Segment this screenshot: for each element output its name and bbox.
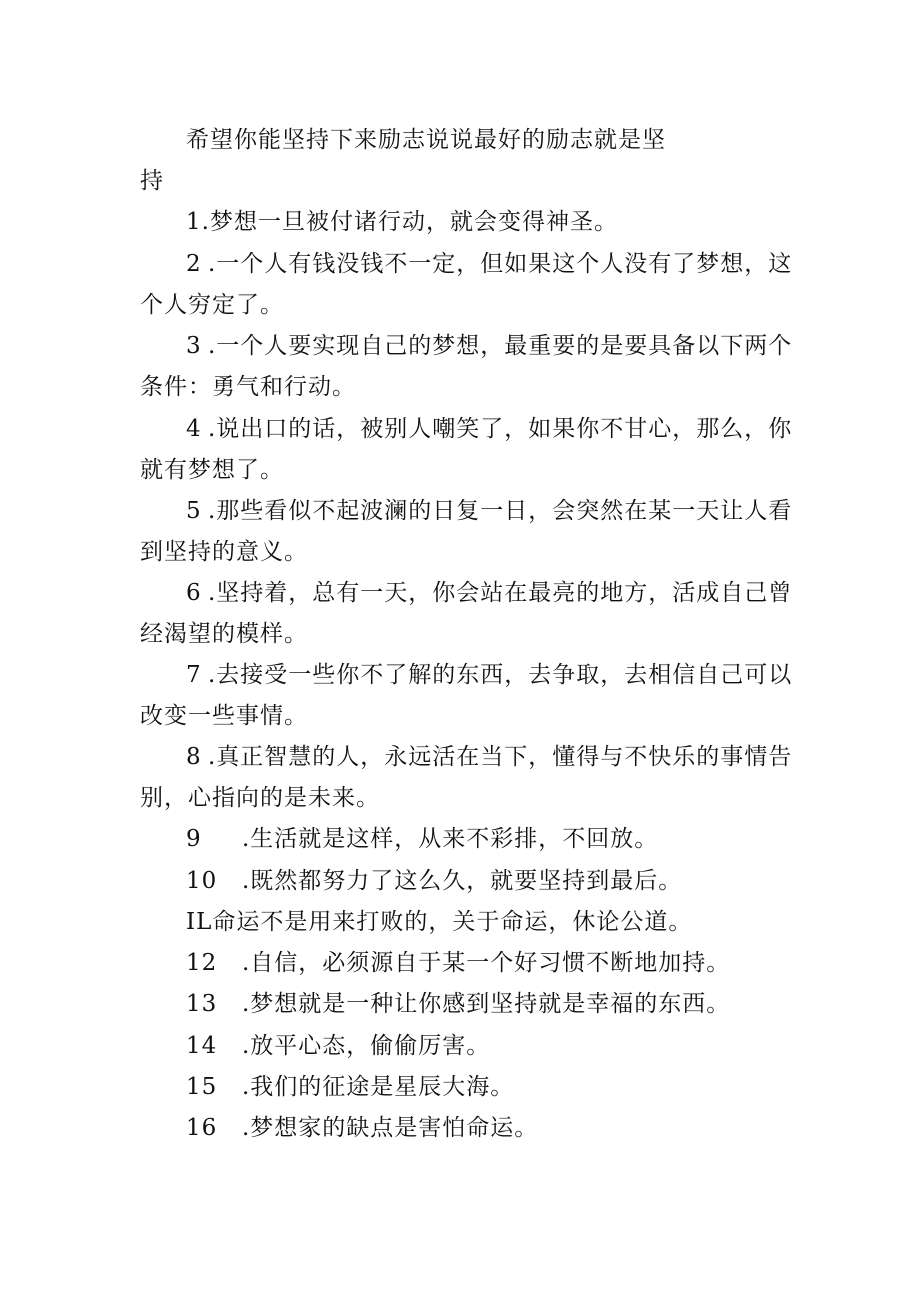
- item-number: 1.: [186, 209, 210, 235]
- list-item-14: [186, 1031, 490, 1061]
- item-text: .一个人有钱没钱不一定，但如果这个人没有了梦想，这: [208, 251, 793, 277]
- item-number: IL: [186, 909, 213, 935]
- item-number: 15: [186, 1074, 218, 1100]
- list-item-3: [186, 331, 792, 361]
- item-text: .说出口的话，被别人嘲笑了，如果你不甘心，那么，你: [208, 416, 793, 442]
- list-item-9: [186, 824, 658, 854]
- item-number: 7: [186, 662, 202, 688]
- item-text: .生活就是这样，从来不彩排，不回放。: [242, 826, 659, 852]
- item-number: 16: [186, 1115, 218, 1141]
- list-item-13: [186, 989, 730, 1019]
- list-item-2: [186, 249, 792, 279]
- item-number: 3: [186, 333, 202, 359]
- item-number: 13: [186, 991, 218, 1017]
- list-item-8: [186, 742, 792, 772]
- item-text: .真正智慧的人，永远活在当下，懂得与不快乐的事情告: [208, 744, 793, 770]
- list-item-12: [186, 948, 730, 978]
- item-number: 4: [186, 416, 202, 442]
- item-text: .我们的征途是星辰大海。: [242, 1074, 515, 1100]
- list-item-7-continuation: 改变一些事情。: [140, 703, 308, 729]
- list-item-6: [186, 578, 792, 608]
- item-text: 命运不是用来打败的，关于命运，休论公道。: [212, 909, 693, 935]
- item-number: 9: [186, 826, 202, 852]
- list-item-6-continuation: 经渴望的模样。: [140, 621, 308, 647]
- item-number: 8: [186, 744, 202, 770]
- item-text: .放平心态，偷偷厉害。: [242, 1033, 491, 1059]
- item-text: .那些看似不起波澜的日复一日，会突然在某一天让人看: [208, 498, 793, 524]
- item-number: 2: [186, 251, 202, 277]
- item-number: 12: [186, 950, 218, 976]
- item-text: .梦想就是一种让你感到坚持就是幸福的东西。: [242, 991, 731, 1017]
- item-text: .既然都努力了这么久，就要坚持到最后。: [242, 868, 683, 894]
- item-text: .一个人要实现自己的梦想，最重要的是要具备以下两个: [208, 333, 793, 359]
- list-item-7: [186, 660, 792, 690]
- list-item-16: [186, 1113, 538, 1143]
- item-text: .坚持着，总有一天，你会站在最亮的地方，活成自己曾: [208, 580, 793, 606]
- item-text: .自信，必须源自于某一个好习惯不断地加持。: [242, 950, 731, 976]
- list-item-8-continuation: 别，心指向的是未来。: [140, 785, 380, 811]
- item-number: 6: [186, 580, 202, 606]
- list-item-15: [186, 1072, 514, 1102]
- list-item-4-continuation: 就有梦想了。: [140, 457, 284, 483]
- item-text: .梦想家的缺点是害怕命运。: [242, 1115, 539, 1141]
- list-item-2-continuation: 个人穷定了。: [140, 292, 284, 318]
- list-item-11: [186, 907, 692, 937]
- item-number: 14: [186, 1033, 218, 1059]
- item-number: 10: [186, 868, 218, 894]
- list-item-5-continuation: 到坚持的意义。: [140, 539, 308, 565]
- list-item-3-continuation: 条件：勇气和行动。: [140, 374, 356, 400]
- item-text: 梦想一旦被付诸行动，就会变得神圣。: [209, 209, 618, 235]
- list-item-4: [186, 414, 792, 444]
- list-item-10: [186, 866, 682, 896]
- item-number: 5: [186, 498, 202, 524]
- title-line-2: 持: [140, 168, 164, 194]
- list-item-5: [186, 496, 792, 526]
- item-text: .去接受一些你不了解的东西，去争取，去相信自己可以: [208, 662, 793, 688]
- list-item-1: [186, 207, 618, 237]
- title-line-1: 希望你能坚持下来励志说说最好的励志就是坚: [186, 127, 666, 153]
